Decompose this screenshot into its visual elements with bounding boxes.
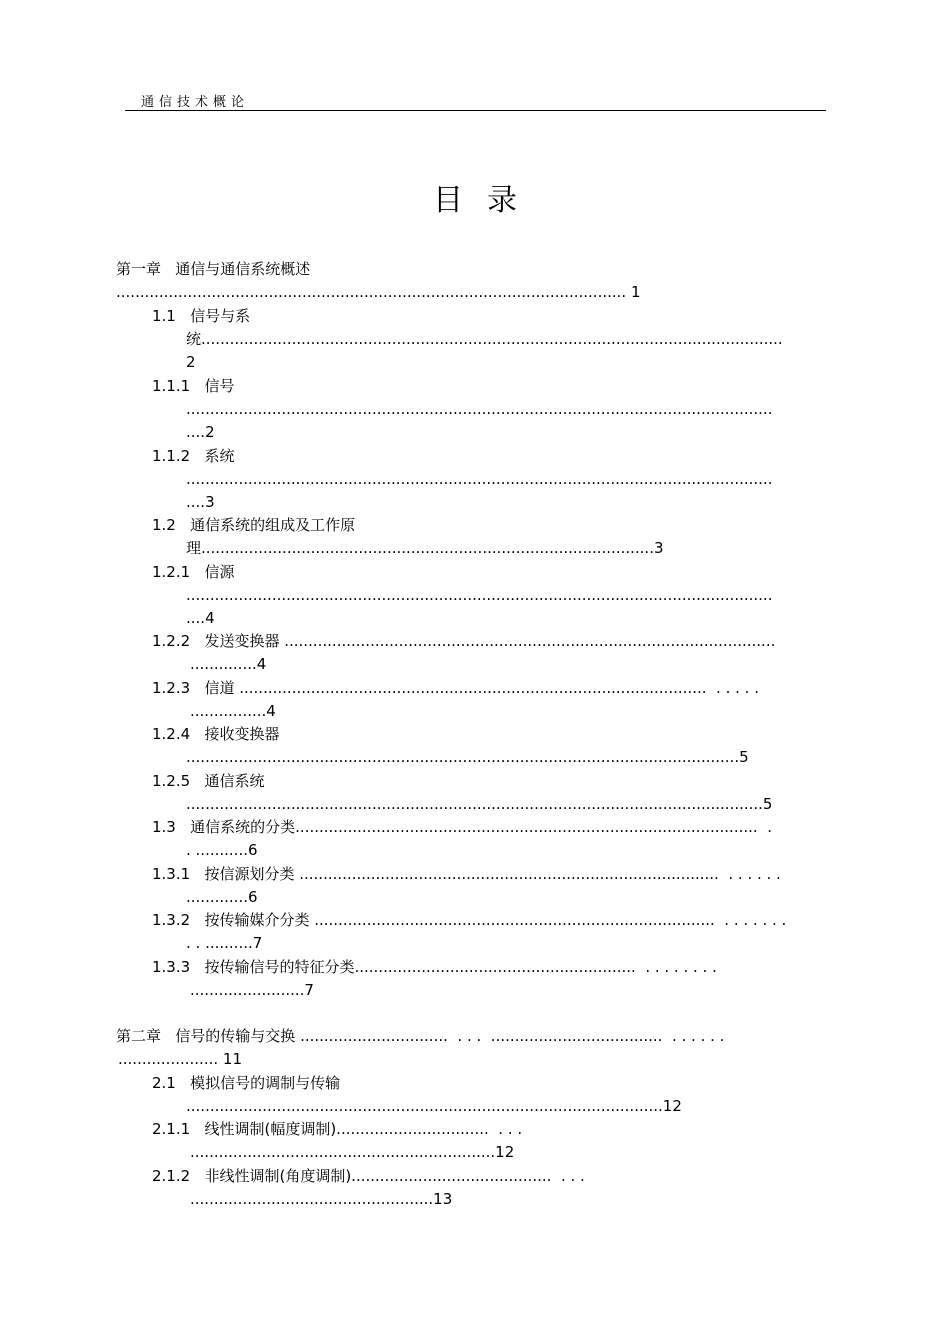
toc-leader: ..............4 [190,655,267,673]
toc-section-1-3-1[interactable]: 1.3.1 按信源划分类 ........................................................................................ . . . . . . [152,865,781,883]
toc-chapter-1[interactable]: 第一章 通信与通信系统概述 [116,260,311,278]
toc-leader: ................4 [190,702,276,720]
toc-leader: . . ..........7 [186,934,263,952]
toc-section-1-1[interactable]: 1.1 信号与系 [152,307,251,325]
toc-leader: ...................................................13 [190,1190,453,1208]
running-header: 通信技术概论 [141,95,250,110]
toc-section-1-2-2[interactable]: 1.2.2 发送变换器 ....................................................................................................... [152,632,776,650]
toc-leader: ....................................................................................................................5 [186,748,749,766]
toc-leader: ........................................................................................................................... [186,470,773,488]
toc-leader: ........................................................................................................................... [186,400,773,418]
toc-section-1-2-4[interactable]: 1.2.4 接收变换器 [152,725,280,743]
toc-leader: 理...............................................................................................3 [186,539,664,557]
toc-section-2-1[interactable]: 2.1 模拟信号的调制与传输 [152,1074,341,1092]
toc-leader: .........................................................................................................................5 [186,795,773,813]
toc-section-1-3-2[interactable]: 1.3.2 按传输媒介分类 .................................................................................... . . . . . . . [152,911,787,929]
toc-leader: ........................................................................................................................... [186,586,773,604]
toc-title: 目录 [433,183,541,218]
toc-leader: ........................................................................................................... 1 [116,283,641,301]
toc-section-1-1-1[interactable]: 1.1.1 信号 [152,377,235,395]
toc-page-number: ....4 [186,609,215,627]
toc-leader: .............6 [186,888,258,906]
toc-leader: ........................7 [190,981,314,999]
toc-leader: ................................................................12 [190,1143,515,1161]
toc-leader: ..................... 11 [118,1050,242,1068]
toc-page-number: 2 [186,353,196,371]
toc-page-number: ....2 [186,423,215,441]
toc-page-number: ....3 [186,493,215,511]
toc-leader: 统.......................................................................................................................... [186,330,783,348]
toc-leader: ....................................................................................................12 [186,1097,682,1115]
toc-section-2-1-1[interactable]: 2.1.1 线性调制(幅度调制)................................ . . . [152,1120,523,1138]
toc-chapter-2[interactable]: 第二章 信号的传输与交换 ............................... . . . .................................... . . . . . . [116,1027,725,1045]
toc-section-1-2[interactable]: 1.2 通信系统的组成及工作原 [152,516,356,534]
toc-section-2-1-2[interactable]: 2.1.2 非线性调制(角度调制).......................................... . . . [152,1167,585,1185]
header-divider [125,110,826,111]
toc-leader: . ...........6 [186,841,258,859]
toc-section-1-1-2[interactable]: 1.1.2 系统 [152,447,235,465]
toc-section-1-2-1[interactable]: 1.2.1 信源 [152,563,235,581]
toc-section-1-2-5[interactable]: 1.2.5 通信系统 [152,772,265,790]
toc-section-1-3-3[interactable]: 1.3.3 按传输信号的特征分类........................................................... . . . . . . . . [152,958,717,976]
toc-section-1-2-3[interactable]: 1.2.3 信道 .................................................................................................. . . . . . [152,679,759,697]
toc-section-1-3[interactable]: 1.3 通信系统的分类................................................................................................. . [152,818,772,836]
